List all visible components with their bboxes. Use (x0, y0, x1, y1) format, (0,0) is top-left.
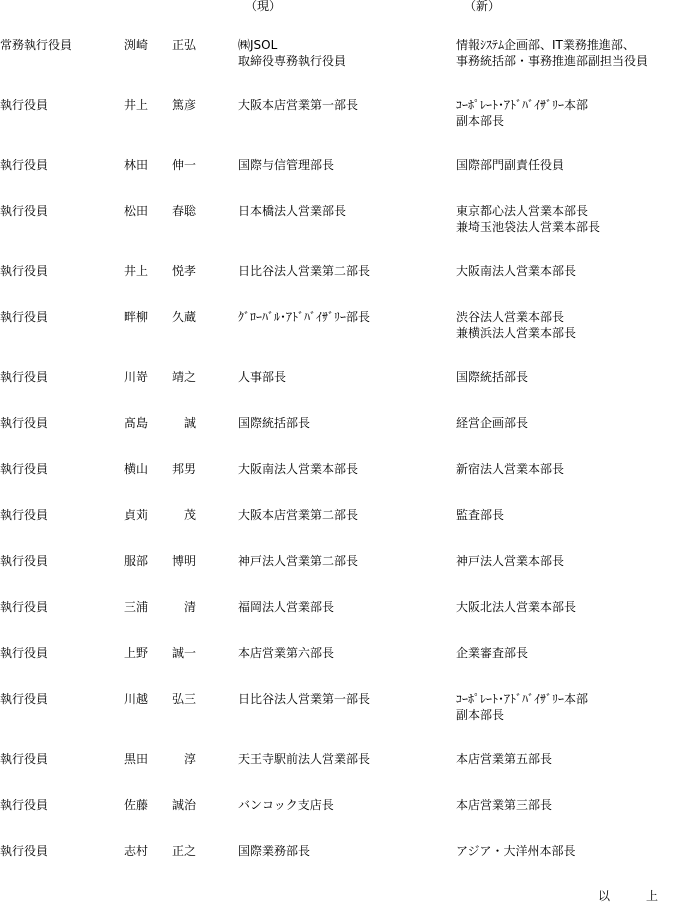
appointment-row (0, 797, 676, 843)
new-position-line: 兼横浜法人営業本部長 (456, 326, 577, 340)
officer-given-name: 淳 (183, 752, 196, 766)
new-position-line: 経営企画部長 (456, 416, 529, 430)
new-position-line: 大阪北法人営業本部長 (456, 600, 577, 614)
officer-title: 執行役員 (0, 600, 49, 614)
closing-left: 以 (598, 889, 611, 903)
appointment-row (0, 553, 676, 599)
current-position-line: 本店営業第六部長 (238, 646, 335, 660)
column-header-current: （現） (245, 0, 282, 13)
current-position-line: 天王寺駅前法人営業部長 (238, 752, 371, 766)
current-position-line: バンコック支店長 (238, 798, 334, 812)
new-position-line: 本店営業第三部長 (456, 798, 553, 812)
officer-name (124, 309, 196, 325)
current-position (238, 691, 448, 707)
appointment-row (0, 751, 676, 797)
officer-title: 執行役員 (0, 646, 49, 660)
appointment-row (0, 97, 676, 157)
current-position (238, 599, 448, 615)
officer-given-name: 久蔵 (171, 310, 196, 324)
current-position-line: 福岡法人営業部長 (238, 600, 335, 614)
appointment-list (0, 37, 676, 889)
officer-name (124, 797, 196, 813)
officer-title: 執行役員 (0, 370, 49, 384)
appointment-row (0, 369, 676, 415)
column-header-new: （新） (464, 0, 501, 13)
officer-surname: 髙島 (124, 416, 149, 430)
officer-given-name: 春聡 (171, 204, 196, 218)
new-position-line: 事務統括部・事務推進部副担当役員 (456, 54, 649, 68)
new-position (456, 369, 676, 385)
current-position (238, 797, 448, 813)
current-position-line: ㈱JSOL (238, 38, 278, 52)
officer-given-name: 靖之 (171, 370, 196, 384)
officer-title: 常務執行役員 (0, 38, 73, 52)
current-position (238, 203, 448, 219)
new-position (456, 203, 676, 235)
officer-given-name: 誠治 (171, 798, 196, 812)
officer-surname: 志村 (124, 844, 149, 858)
new-position-line: 国際統括部長 (456, 370, 529, 384)
new-position-line: 国際部門副責任役員 (456, 158, 565, 172)
current-position-line: 日比谷法人営業第二部長 (238, 264, 371, 278)
closing-right: 上 (645, 889, 658, 903)
new-position-line: 副本部長 (456, 114, 505, 128)
officer-surname: 佐藤 (124, 798, 149, 812)
officer-surname: 渕崎 (124, 38, 149, 52)
current-position (238, 369, 448, 385)
new-position (456, 751, 676, 767)
new-position (456, 263, 676, 279)
new-position-line: アジア・大洋州本部長 (456, 844, 576, 858)
officer-surname: 井上 (124, 98, 149, 112)
new-position-line: 新宿法人営業本部長 (456, 462, 565, 476)
officer-given-name: 清 (183, 600, 196, 614)
officer-title: 執行役員 (0, 204, 49, 218)
current-position-line: ｸﾞﾛｰﾊﾞﾙ･ｱﾄﾞﾊﾞｲｻﾞﾘｰ部長 (238, 310, 371, 324)
officer-surname: 川嵜 (124, 370, 149, 384)
new-position (456, 97, 676, 129)
appointment-row (0, 415, 676, 461)
current-position-line: 神戸法人営業第二部長 (238, 554, 359, 568)
officer-title: 執行役員 (0, 98, 49, 112)
officer-surname: 井上 (124, 264, 149, 278)
officer-name (124, 691, 196, 707)
appointment-row (0, 37, 676, 97)
appointment-row (0, 157, 676, 203)
current-position-line: 大阪本店営業第一部長 (238, 98, 359, 112)
officer-given-name: 博明 (171, 554, 196, 568)
new-position (456, 415, 676, 431)
appointment-row (0, 461, 676, 507)
officer-given-name: 誠 (183, 416, 196, 430)
officer-given-name: 悦孝 (171, 264, 196, 278)
current-position (238, 461, 448, 477)
officer-name (124, 553, 196, 569)
new-position (456, 461, 676, 477)
new-position (456, 691, 676, 723)
officer-name (124, 751, 196, 767)
current-position (238, 507, 448, 523)
officer-given-name: 邦男 (171, 462, 196, 476)
officer-name (124, 369, 196, 385)
officer-surname: 貞苅 (124, 508, 149, 522)
new-position (456, 37, 676, 69)
officer-title: 執行役員 (0, 508, 49, 522)
new-position-line: ｺｰﾎﾟﾚｰﾄ･ｱﾄﾞﾊﾞｲｻﾞﾘｰ本部 (456, 98, 589, 112)
officer-name (124, 263, 196, 279)
officer-name (124, 415, 196, 431)
officer-surname: 上野 (124, 646, 149, 660)
appointment-row (0, 309, 676, 369)
current-position (238, 37, 448, 69)
officer-surname: 林田 (124, 158, 149, 172)
appointment-row (0, 645, 676, 691)
officer-name (124, 843, 196, 859)
officer-surname: 川越 (124, 692, 149, 706)
officer-title: 執行役員 (0, 844, 49, 858)
new-position (456, 843, 676, 859)
current-position-line: 人事部長 (238, 370, 287, 384)
current-position (238, 843, 448, 859)
new-position-line: 本店営業第五部長 (456, 752, 553, 766)
new-position (456, 157, 676, 173)
new-position-line: 渋谷法人営業本部長 (456, 310, 565, 324)
appointment-row (0, 263, 676, 309)
officer-title: 執行役員 (0, 798, 49, 812)
new-position (456, 645, 676, 661)
new-position-line: 監査部長 (456, 508, 505, 522)
current-position (238, 751, 448, 767)
new-position (456, 599, 676, 615)
officer-name (124, 97, 196, 113)
officer-surname: 畔柳 (124, 310, 149, 324)
officer-given-name: 伸一 (171, 158, 196, 172)
current-position-line: 国際統括部長 (238, 416, 311, 430)
appointment-row (0, 203, 676, 263)
officer-surname: 三浦 (124, 600, 149, 614)
officer-title: 執行役員 (0, 416, 49, 430)
new-position-line: 企業審査部長 (456, 646, 529, 660)
new-position (456, 507, 676, 523)
new-position-line: ｺｰﾎﾟﾚｰﾄ･ｱﾄﾞﾊﾞｲｻﾞﾘｰ本部 (456, 692, 589, 706)
officer-name (124, 203, 196, 219)
officer-given-name: 篤彦 (171, 98, 196, 112)
officer-surname: 服部 (124, 554, 149, 568)
current-position-line: 国際業務部長 (238, 844, 311, 858)
officer-surname: 松田 (124, 204, 149, 218)
current-position-line: 取締役専務執行役員 (238, 54, 347, 68)
appointment-row (0, 843, 676, 889)
officer-name (124, 645, 196, 661)
appointment-row (0, 691, 676, 751)
officer-surname: 横山 (124, 462, 149, 476)
officer-title: 執行役員 (0, 264, 49, 278)
officer-given-name: 正弘 (171, 38, 196, 52)
officer-title: 執行役員 (0, 158, 49, 172)
current-position (238, 97, 448, 113)
officer-name (124, 599, 196, 615)
officer-name (124, 157, 196, 173)
officer-name (124, 507, 196, 523)
officer-given-name: 弘三 (171, 692, 196, 706)
current-position-line: 日本橋法人営業部長 (238, 204, 347, 218)
officer-name (124, 461, 196, 477)
officer-given-name: 誠一 (171, 646, 196, 660)
officer-title: 執行役員 (0, 752, 49, 766)
new-position (456, 553, 676, 569)
officer-title: 執行役員 (0, 692, 49, 706)
current-position-line: 国際与信管理部長 (238, 158, 335, 172)
current-position (238, 309, 448, 325)
officer-title: 執行役員 (0, 554, 49, 568)
appointment-row (0, 507, 676, 553)
closing-mark (598, 888, 658, 904)
new-position (456, 797, 676, 813)
current-position (238, 157, 448, 173)
current-position-line: 大阪南法人営業本部長 (238, 462, 359, 476)
current-position-line: 日比谷法人営業第一部長 (238, 692, 371, 706)
officer-surname: 黒田 (124, 752, 149, 766)
officer-name (124, 37, 196, 53)
new-position-line: 情報ｼｽﾃﾑ企画部、IT業務推進部、 (456, 38, 635, 52)
officer-given-name: 正之 (171, 844, 196, 858)
current-position (238, 553, 448, 569)
new-position-line: 副本部長 (456, 708, 505, 722)
current-position (238, 263, 448, 279)
officer-title: 執行役員 (0, 462, 49, 476)
new-position-line: 東京都心法人営業本部長 (456, 204, 589, 218)
officer-given-name: 茂 (183, 508, 196, 522)
new-position-line: 大阪南法人営業本部長 (456, 264, 577, 278)
new-position-line: 神戸法人営業本部長 (456, 554, 565, 568)
new-position-line: 兼埼玉池袋法人営業本部長 (456, 220, 601, 234)
current-position (238, 645, 448, 661)
officer-title: 執行役員 (0, 310, 49, 324)
appointment-row (0, 599, 676, 645)
current-position (238, 415, 448, 431)
current-position-line: 大阪本店営業第二部長 (238, 508, 359, 522)
new-position (456, 309, 676, 341)
